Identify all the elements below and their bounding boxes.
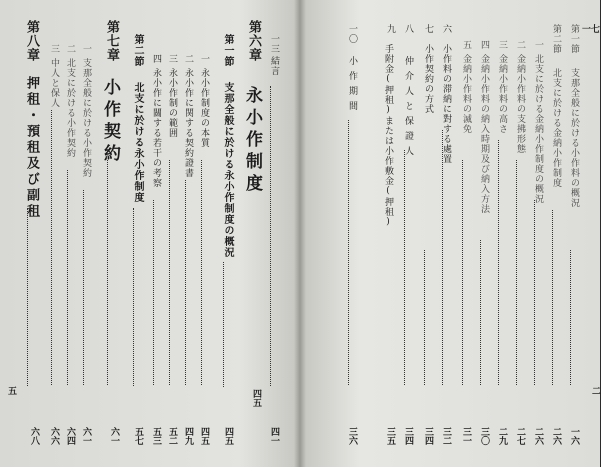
toc-item-7-1[interactable] <box>76 0 90 467</box>
leader-dots <box>107 160 108 385</box>
entry-num: 二 <box>65 44 75 54</box>
entry-num: 九 <box>385 24 395 34</box>
toc-right-5[interactable] <box>472 0 488 467</box>
entry-page: 四五 <box>251 389 261 407</box>
toc-right-3[interactable] <box>508 0 524 467</box>
leader-dots <box>185 180 186 385</box>
leader-dots <box>552 210 553 385</box>
chapter-title: 永小作制度 <box>242 86 262 196</box>
toc-item-7-2[interactable] <box>60 0 74 467</box>
right-page <box>300 0 600 467</box>
entry-num: 第二節 <box>551 24 561 54</box>
entry-page: 六六 <box>49 427 59 445</box>
entry-page: 三五 <box>385 427 395 445</box>
entry-num: 一〇 <box>347 24 357 44</box>
entry-title: 永小作制度の本質 <box>199 68 209 148</box>
entry-title: 金納小作料の滅免 <box>461 54 471 134</box>
leader-dots <box>516 160 517 385</box>
leader-dots <box>51 110 52 385</box>
entry-title: 手附金(押租)または小作敷金(押租) <box>383 44 393 228</box>
toc-right-6[interactable] <box>454 0 470 467</box>
toc-right-9[interactable] <box>396 0 412 467</box>
entry-title: 小作契約の方式 <box>423 44 433 114</box>
entry-page: 六四 <box>65 427 75 445</box>
entry-page: 四五 <box>199 427 209 445</box>
entry-num: 六 <box>441 24 451 34</box>
section-title: 北支に於ける永小作制度 <box>132 82 143 203</box>
entry-num: 八 <box>403 24 413 34</box>
entry-page: 二六 <box>533 427 543 445</box>
toc-right-11[interactable] <box>340 0 356 467</box>
entry-title: 金納小作料の高さ <box>497 54 507 134</box>
entry-page: 三六 <box>347 427 357 445</box>
leader-dots <box>67 170 68 385</box>
entry-num: 三 <box>497 40 507 50</box>
left-page <box>0 0 300 467</box>
entry-page: 三四 <box>423 427 433 445</box>
entry-page: 六一 <box>81 427 91 445</box>
chapter-label: 第七章 <box>104 20 119 62</box>
entry-page: 二六 <box>551 427 561 445</box>
section-label: 第一節 <box>222 34 233 67</box>
leader-dots <box>442 130 443 385</box>
leader-dots <box>153 200 154 385</box>
entry-title: 小作料の滞納に對する處置 <box>441 44 451 164</box>
leader-dots <box>201 160 202 385</box>
entry-page: 五二 <box>167 427 177 445</box>
chapter-7-heading[interactable] <box>96 0 118 467</box>
section-label: 第二節 <box>132 34 143 67</box>
entry-num: 一 <box>199 54 209 64</box>
entry-title: 支那全般に於ける小作契約 <box>81 58 91 178</box>
entry-num: 二 <box>515 40 525 50</box>
entry-title: 金納小作料の支拂形態 <box>515 54 525 154</box>
entry-num: 三 <box>49 44 59 54</box>
toc-right-4[interactable] <box>490 0 506 467</box>
leader-dots <box>83 190 84 385</box>
leader-dots <box>424 250 425 385</box>
entry-title: 中人と保人 <box>49 58 59 108</box>
entry-page: 五七 <box>133 427 143 445</box>
entry-page: 二七 <box>515 427 525 445</box>
entry-num: 一 <box>81 44 91 54</box>
toc-right-2[interactable] <box>526 0 542 467</box>
entry-page: 六八 <box>29 427 39 445</box>
leader-dots <box>133 208 134 386</box>
entry-page: 三二 <box>441 427 451 445</box>
entry-page: 六一 <box>109 427 119 445</box>
leader-dots <box>534 200 535 385</box>
leader-dots <box>404 150 405 385</box>
entry-title: 金納小作料の納入時期及び納入方法 <box>479 54 489 214</box>
toc-right-10[interactable] <box>362 0 394 467</box>
page-number-left: 五 <box>8 387 18 397</box>
toc-right-1[interactable] <box>544 0 560 467</box>
chapter-label: 第六章 <box>246 20 261 62</box>
leader-dots <box>223 262 224 387</box>
entry-num: 一 <box>533 40 543 50</box>
top-page-number: 一七 <box>582 25 601 35</box>
entry-num: 三 <box>167 54 177 64</box>
entry-title: 永小作制の範囲 <box>167 68 177 138</box>
entry-title: 北支に於ける金納小作制度 <box>551 68 561 188</box>
section-title: 支那全般に於ける永小作制度の概況 <box>222 82 233 258</box>
entry-title: 永小作に關する若干の考察 <box>151 68 161 188</box>
entry-page: 三一 <box>461 427 471 445</box>
leader-dots <box>570 250 571 385</box>
entry-page: 二九 <box>497 427 507 445</box>
leader-dots <box>462 160 463 385</box>
leader-dots <box>498 140 499 385</box>
entry-title: 結言 <box>269 56 279 76</box>
entry-num: 一三 <box>269 34 279 54</box>
entry-num: 七 <box>423 24 433 34</box>
toc-item-6-1-4[interactable] <box>146 0 160 467</box>
entry-page: 四一 <box>269 427 279 445</box>
leader-dots <box>348 120 349 385</box>
entry-page: 五三 <box>151 427 161 445</box>
chapter-6-section-2[interactable] <box>124 0 142 467</box>
entry-title: 仲介人と保證人 <box>403 56 413 161</box>
entry-title: 支那全般に於ける小作料の概況 <box>569 68 579 208</box>
toc-right-7[interactable] <box>434 0 450 467</box>
toc-item-6-1-3[interactable] <box>162 0 176 467</box>
leader-dots <box>480 240 481 385</box>
toc-entry-conclusion[interactable] <box>262 0 278 467</box>
toc-item-7-3[interactable] <box>44 0 58 467</box>
toc-item-6-1-1[interactable] <box>194 0 208 467</box>
chapter-6-section-1[interactable] <box>214 0 232 467</box>
chapter-6-heading[interactable] <box>238 0 260 467</box>
entry-title: 小作期間 <box>347 56 357 116</box>
entry-title: 北支に於ける小作契約 <box>65 58 75 158</box>
toc-right-8[interactable] <box>416 0 432 467</box>
entry-num: 二 <box>183 54 193 64</box>
entry-page: 四九 <box>183 427 193 445</box>
leader-dots <box>169 160 170 385</box>
entry-title: 永小作に関する契約證書 <box>183 68 193 178</box>
entry-page: 一六 <box>569 427 579 445</box>
page-number-right: 二 <box>592 387 601 397</box>
chapter-8-heading[interactable] <box>16 0 38 467</box>
chapter-title: 押租・預租及び副租 <box>24 76 39 220</box>
chapter-label: 第八章 <box>24 20 39 62</box>
entry-num: 四 <box>479 40 489 50</box>
toc-item-6-1-2[interactable] <box>178 0 192 467</box>
entry-page: 四五 <box>223 427 233 445</box>
toc-right-0[interactable] <box>562 0 578 467</box>
entry-num: 五 <box>461 40 471 50</box>
leader-dots <box>270 86 271 386</box>
entry-title: 北支に於ける金納小作制度の概況 <box>533 54 543 204</box>
entry-page: 三〇 <box>479 427 489 445</box>
chapter-title: 小作契約 <box>100 78 120 166</box>
entry-num: 四 <box>151 54 161 64</box>
entry-num: 第一節 <box>569 24 579 54</box>
entry-page: 三四 <box>403 427 413 445</box>
leader-dots <box>27 208 28 386</box>
